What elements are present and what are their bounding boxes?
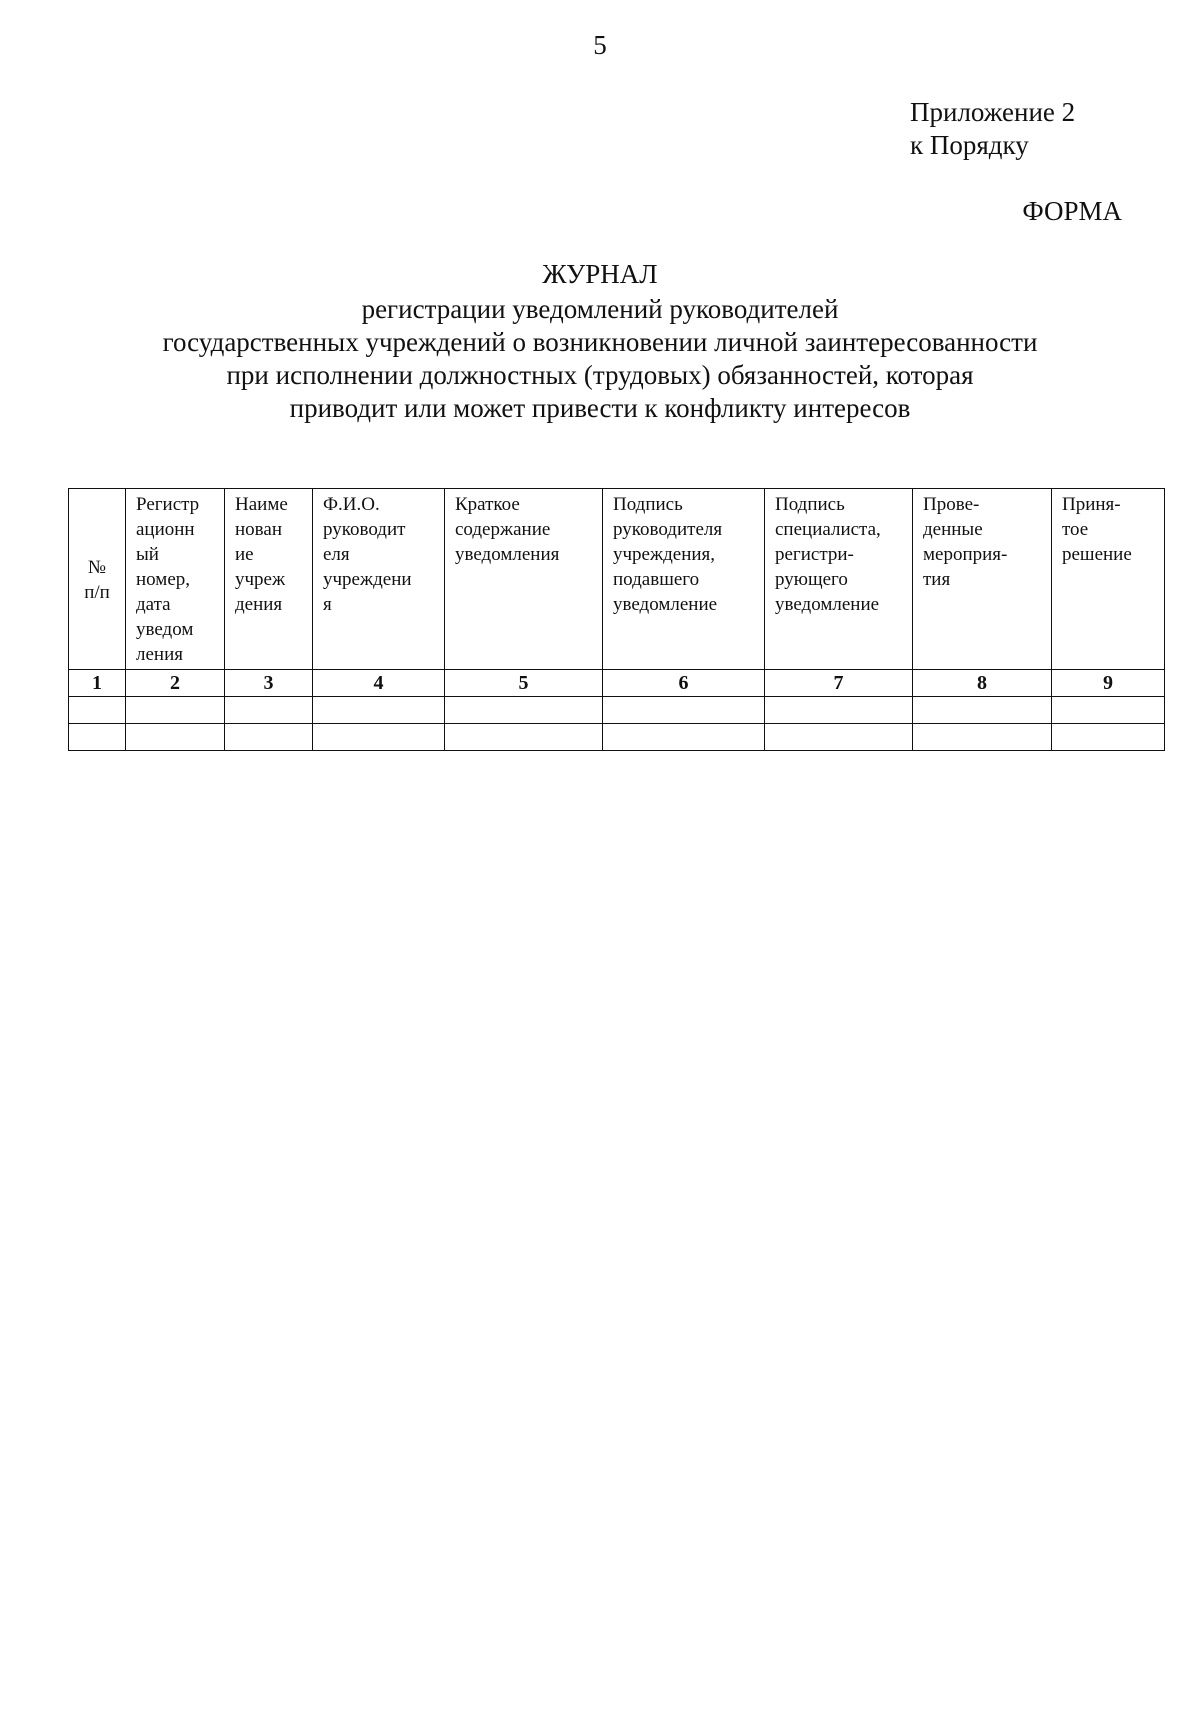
header-line: Ф.И.О. — [323, 494, 380, 515]
header-line: тое — [1062, 519, 1089, 540]
header-line: Регистр — [136, 494, 200, 515]
journal-subtitle — [120, 293, 1080, 425]
table-cell[interactable] — [913, 697, 1052, 724]
header-line: регистри- — [775, 544, 854, 565]
header-line: тия — [923, 569, 951, 590]
header-line: подавшего — [613, 569, 700, 590]
column-number-cell: 4 — [313, 670, 445, 697]
header-line: Краткое — [455, 494, 520, 515]
table-cell[interactable] — [1052, 724, 1165, 751]
column-number-cell: 9 — [1052, 670, 1165, 697]
header-line: Приня- — [1062, 494, 1121, 515]
column-number-cell: 6 — [603, 670, 765, 697]
table-cell[interactable] — [126, 697, 225, 724]
header-line: номер, — [136, 569, 191, 590]
registration-journal-table — [68, 488, 1165, 751]
header-line: содержание — [455, 519, 551, 540]
header-line: уведомление — [775, 594, 880, 615]
subtitle-line: при исполнении должностных (трудовых) обязанностей, которая — [226, 360, 974, 390]
column-number-cell: 8 — [913, 670, 1052, 697]
header-line: учреждени — [323, 569, 412, 590]
header-line: Подпись — [613, 494, 683, 515]
header-line: ления — [136, 644, 183, 665]
header-cell-institution-name — [225, 489, 313, 670]
header-line: нован — [235, 519, 282, 540]
column-number-cell: 1 — [69, 670, 126, 697]
header-cell-notification-summary — [445, 489, 603, 670]
table-cell[interactable] — [225, 697, 313, 724]
column-number-cell: 3 — [225, 670, 313, 697]
table-cell[interactable] — [69, 697, 126, 724]
header-line: мероприя- — [923, 544, 1008, 565]
header-cell-specialist-signature — [765, 489, 913, 670]
table-row — [69, 724, 1165, 751]
header-line: уведомления — [455, 544, 560, 565]
header-line: ие — [235, 544, 254, 565]
table-cell[interactable] — [765, 724, 913, 751]
header-line: Подпись — [775, 494, 845, 515]
table-cell[interactable] — [225, 724, 313, 751]
header-line: учреж — [235, 569, 286, 590]
header-line: дата — [136, 594, 171, 615]
appendix-line: Приложение 2 — [910, 97, 1076, 127]
table-cell[interactable] — [69, 724, 126, 751]
header-line: № — [87, 556, 107, 578]
header-cell-head-signature — [603, 489, 765, 670]
header-cell-row-number — [69, 489, 126, 670]
header-line: руководителя — [613, 519, 723, 540]
header-cell-measures-taken — [913, 489, 1052, 670]
header-line: специалиста, — [775, 519, 881, 540]
table-cell[interactable] — [445, 724, 603, 751]
journal-title: ЖУРНАЛ — [542, 259, 658, 289]
header-line: уведом — [136, 619, 194, 640]
table-cell[interactable] — [313, 724, 445, 751]
header-line: денные — [923, 519, 983, 540]
table-cell[interactable] — [765, 697, 913, 724]
header-cell-head-full-name — [313, 489, 445, 670]
column-number-cell: 5 — [445, 670, 603, 697]
page-number: 5 — [593, 30, 607, 60]
column-number-cell: 7 — [765, 670, 913, 697]
subtitle-line: регистрации уведомлений руководителей — [361, 294, 839, 324]
table-cell[interactable] — [603, 724, 765, 751]
header-line: учреждения, — [613, 544, 716, 565]
header-line: Прове- — [923, 494, 980, 515]
header-line: решение — [1062, 544, 1132, 565]
header-line: дения — [235, 594, 283, 615]
form-label: ФОРМА — [1022, 196, 1122, 226]
column-number-cell: 2 — [126, 670, 225, 697]
header-line: п/п — [84, 581, 110, 603]
appendix-reference — [910, 96, 1075, 162]
table-cell[interactable] — [1052, 697, 1165, 724]
header-line: еля — [323, 544, 350, 565]
header-cell-registration-number — [126, 489, 225, 670]
header-line: Наиме — [235, 494, 288, 515]
header-line: руководит — [323, 519, 406, 540]
table-cell[interactable] — [126, 724, 225, 751]
table-row — [69, 697, 1165, 724]
table-cell[interactable] — [313, 697, 445, 724]
header-line: я — [323, 594, 332, 615]
header-line: ационн — [136, 519, 195, 540]
appendix-line: к Порядку — [910, 130, 1029, 160]
table-header-row — [69, 489, 1165, 670]
table-cell[interactable] — [603, 697, 765, 724]
subtitle-line: государственных учреждений о возникновении личной заинтересованности — [162, 327, 1038, 357]
table-cell[interactable] — [445, 697, 603, 724]
header-line: ый — [136, 544, 159, 565]
table-cell[interactable] — [913, 724, 1052, 751]
subtitle-line: приводит или может привести к конфликту интересов — [289, 393, 911, 423]
header-cell-decision-made — [1052, 489, 1165, 670]
header-line: рующего — [775, 569, 848, 590]
header-line: уведомление — [613, 594, 718, 615]
column-number-row — [69, 670, 1165, 697]
